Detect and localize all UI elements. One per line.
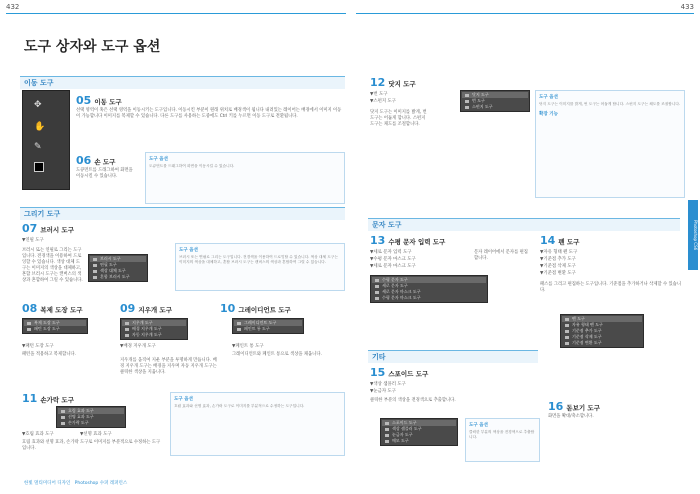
section-draw: 그리기 도구: [20, 207, 345, 220]
tool-06-name: 손 도구: [94, 158, 116, 166]
menu-item: 펜 도구: [562, 316, 642, 322]
tool-12-heading: [370, 76, 416, 89]
tool-15-menu: [380, 418, 458, 446]
page-number-right: 433: [680, 3, 694, 11]
tool-15-body: 클릭한 부분의 색상을 전경색으로 추출합니다.: [370, 398, 456, 403]
tool-12-body: 닷지 도구는 이미지를 밝게, 번 도구는 어둡게 합니다. 스펀지 도구는 채도를 조절합니다.: [370, 110, 427, 127]
menu-item: 스포이드 도구: [382, 420, 456, 426]
tool-11-caption: ▼흐림 효과 도구: [22, 432, 54, 437]
side-tab: Photoshop CS6: [688, 200, 698, 270]
section-etc: 기타: [368, 350, 538, 363]
menu-item: 그레이디언트 도구: [234, 320, 302, 326]
options-box-2: [175, 243, 345, 291]
tool-09-caption: ▼배경 지우개 도구: [120, 344, 156, 349]
tool-10-caption: ▼페인트 통 도구: [232, 344, 264, 349]
tool-14-caption-4: ▼기준점 변환 도구: [540, 271, 576, 276]
menu-item: 번 도구: [462, 98, 528, 104]
page-title: 도구 상자와 도구 옵션: [24, 39, 161, 55]
tool-09-body: 지우개를 움직여 지운 부분을 투명하게 만듭니다. 배경 지우개 도구는 배경을 지우며 자동 지우개 도구는 클릭한 색상을 지웁니다.: [120, 358, 217, 375]
menu-item: 배경 지우개 도구: [122, 326, 186, 332]
tool-14-menu: [560, 314, 644, 348]
hand-icon: ✋: [34, 122, 46, 132]
tool-11-caption-2: ▼선명 효과 도구: [80, 432, 112, 437]
options-box-4: [535, 90, 685, 198]
tool-07-heading: [22, 222, 74, 235]
toolbox-screenshot: [22, 90, 70, 190]
tool-06-heading: [76, 154, 115, 167]
tool-14-heading: [540, 234, 579, 247]
menu-item: 기준점 추가 도구: [562, 328, 642, 334]
menu-item: 스펀지 도구: [462, 104, 528, 110]
tool-05-body: 선택 영역이 혹은 선택 영역을 이동시키는 도구입니다. 이동시킨 부분이 원래 위치로 배경색이 됩니다 내려있는 레이어는 배경에서 이미지 이동이 가능합니다 이미지를 복제할 수 있습니다. 다른 도구를 사용하는 도중에도 Ctrl 키를 누르면 이동 도구로 전환됩니다.: [76, 108, 342, 119]
tool-12-caption: ▼번 도구: [370, 92, 388, 97]
menu-item: 색상 샘플러 도구: [382, 426, 456, 432]
tool-09-heading: [120, 302, 172, 315]
tool-07-name: 브러시 도구: [40, 226, 74, 234]
tool-13-caption-2: ▼수평 문자 마스크 도구: [370, 257, 416, 262]
options-box-5-header: 도구 옵션: [469, 423, 488, 428]
options-box-3-text: 흐림 효과와 선명 효과, 손가락 도구로 이미지를 부분적으로 수정하는 도구입니다.: [174, 404, 305, 408]
options-box-4-text: 닷지 도구는 이미지를 밝게, 번 도구는 어둡게 합니다. 스펀지 도구는 채도를 조절합니다.: [539, 102, 681, 106]
tool-08-body: 패턴을 적용하고 복제합니다.: [22, 352, 76, 357]
menu-item: 자동 지우개 도구: [122, 332, 186, 338]
menu-item: 지우개 도구: [122, 320, 186, 326]
menu-item: 세로 문자 마스크 도구: [372, 289, 486, 295]
tool-05-heading: [76, 94, 122, 107]
tool-12-menu: [460, 90, 530, 112]
tool-05-number: 05: [76, 94, 92, 107]
menu-item: 기준점 삭제 도구: [562, 334, 642, 340]
tool-11-menu: [56, 406, 126, 428]
tool-08-caption: ▼패턴 도장 도구: [22, 344, 54, 349]
tool-13-number: 13: [370, 234, 386, 247]
footer-left-text: 한빛 멀티미디어 디자인: [24, 481, 71, 486]
options-box-5: [465, 418, 540, 462]
tool-09-number: 09: [120, 302, 136, 315]
menu-item: 흐림 효과 도구: [58, 408, 124, 414]
page-number-left: 432: [6, 3, 20, 11]
top-rule-left: [6, 13, 346, 14]
menu-item: 눈금자 도구: [382, 432, 456, 438]
top-rule-right: [356, 13, 694, 14]
move-icon: ✥: [34, 100, 42, 110]
tool-07-caption: ▼연필 도구: [22, 238, 44, 243]
menu-item: 색상 대체 도구: [90, 268, 146, 274]
tool-14-name: 펜 도구: [558, 238, 580, 246]
tool-06-number: 06: [76, 154, 92, 167]
options-box-2-text: 브러시 또는 연필로 그리는 도구입니다. 전경색을 이용하여 드로잉할 수 있습니다. 색상 대체 도구는 이미지의 색상을 대체하고, 혼합 브러시 도구는 캔버스의 색상과 혼합하여 그릴 수 있습니다.: [179, 255, 338, 264]
tool-16-number: 16: [548, 400, 564, 413]
menu-item: 기준점 변환 도구: [562, 340, 642, 346]
tool-05-name: 이동 도구: [94, 98, 122, 106]
menu-item: 브러시 도구: [90, 256, 146, 262]
options-box-3: [170, 392, 345, 456]
tool-12-caption-2: ▼스펀지 도구: [370, 99, 396, 104]
tool-09-name: 지우개 도구: [138, 306, 172, 314]
tool-13-menu: [370, 275, 488, 303]
tool-10-number: 10: [220, 302, 236, 315]
tool-16-body: 화면을 확대/축소합니다.: [548, 414, 594, 419]
tool-11-body: 흐림 효과와 선명 효과, 손가락 도구로 이미지를 부분적으로 수정하는 도구입니다.: [22, 440, 161, 451]
menu-item: 복제 도장 도구: [24, 320, 86, 326]
tool-06-body: 도큐먼트를 드래그하여 화면을 이동시킬 수 있습니다.: [76, 168, 133, 179]
eyedropper-icon: ✎: [34, 142, 42, 152]
tool-08-name: 복제 도장 도구: [40, 306, 83, 314]
tool-09-menu: [120, 318, 188, 340]
tool-13-name: 수평 문자 입력 도구: [388, 238, 446, 246]
options-box-1-text: 도큐먼트를 드래그하여 화면을 이동시킬 수 있습니다.: [149, 164, 235, 168]
options-box-5-text: 클릭한 부분의 색상을 전경색으로 추출합니다.: [469, 430, 535, 439]
options-box-2-header: 도구 옵션: [179, 248, 198, 253]
tool-07-body: 브러시 또는 연필로 그리는 도구입니다. 전경색을 이용하여 드로잉할 수 있습니다. 색상 대체 도구는 이미지의 색상을 대체하고, 혼합 브러시 도구는 캔버스의 색상과 혼합하여 그릴 수 있습니다.: [22, 248, 83, 283]
tool-13-body: 문자 레이어에서 문자를 편집합니다.: [474, 250, 528, 261]
menu-item: 세로 문자 도구: [372, 283, 486, 289]
tool-15-heading: [370, 366, 428, 379]
tool-15-caption: ▼색상 샘플러 도구: [370, 382, 406, 387]
menu-item: 손가락 도구: [58, 420, 124, 426]
tool-15-number: 15: [370, 366, 386, 379]
options-box-1: [145, 152, 345, 204]
options-box-1-header: 도구 옵션: [149, 157, 168, 162]
tool-13-heading: [370, 234, 445, 247]
footer-left: [24, 480, 127, 486]
tool-11-number: 11: [22, 392, 38, 405]
footer-right-text: Photoshop 수퍼 레퍼런스: [74, 481, 128, 486]
menu-item: 페인트 통 도구: [234, 326, 302, 332]
tool-14-number: 14: [540, 234, 556, 247]
tool-10-name: 그레이디언트 도구: [238, 306, 291, 314]
tool-15-caption-2: ▼눈금자 도구: [370, 389, 396, 394]
menu-item: 패턴 도장 도구: [24, 326, 86, 332]
section-move: 이동 도구: [20, 76, 345, 89]
menu-item: 수평 문자 마스크 도구: [372, 295, 486, 301]
tool-08-number: 08: [22, 302, 38, 315]
menu-item: 혼합 브러시 도구: [90, 274, 146, 280]
tool-14-caption: ▼자유 형태 펜 도구: [540, 250, 578, 255]
tool-11-heading: [22, 392, 74, 405]
menu-item: 연필 도구: [90, 262, 146, 268]
tool-16-name: 돋보기 도구: [566, 404, 600, 412]
tool-16-heading: [548, 400, 600, 413]
section-text: 문자 도구: [368, 218, 680, 231]
tool-13-caption: ▼세로 문자 입력 도구: [370, 250, 412, 255]
tool-12-number: 12: [370, 76, 386, 89]
tool-10-heading: [220, 302, 291, 315]
tool-10-menu: [232, 318, 304, 334]
menu-item: 수평 문자 도구: [372, 277, 486, 283]
tool-14-body: 패스를 그리고 편집하는 도구입니다. 기준점을 추가하거나 삭제할 수 있습니다.: [540, 282, 681, 293]
options-box-4-header: 도구 옵션: [539, 95, 558, 100]
tool-07-menu: [88, 254, 148, 282]
tool-13-caption-3: ▼세로 문자 마스크 도구: [370, 264, 416, 269]
menu-item: 선명 효과 도구: [58, 414, 124, 420]
tool-07-number: 07: [22, 222, 38, 235]
tool-08-menu: [22, 318, 88, 334]
menu-item: 메모 도구: [382, 438, 456, 444]
tool-12-name: 닷지 도구: [388, 80, 416, 88]
menu-item: 닷지 도구: [462, 92, 528, 98]
tool-14-caption-2: ▼기준점 추가 도구: [540, 257, 576, 262]
tool-10-body: 그레이디언트와 페인트 통으로 색상을 채웁니다.: [232, 352, 322, 357]
foreground-swatch: [34, 162, 44, 172]
tool-08-heading: [22, 302, 83, 315]
menu-item: 자유 형태 펜 도구: [562, 322, 642, 328]
options-box-3-header: 도구 옵션: [174, 397, 193, 402]
tool-15-name: 스포이드 도구: [388, 370, 429, 378]
tool-14-caption-3: ▼기준점 삭제 도구: [540, 264, 576, 269]
options-box-4-header-2: 확장 기능: [539, 112, 558, 117]
tool-11-name: 손가락 도구: [40, 396, 74, 404]
